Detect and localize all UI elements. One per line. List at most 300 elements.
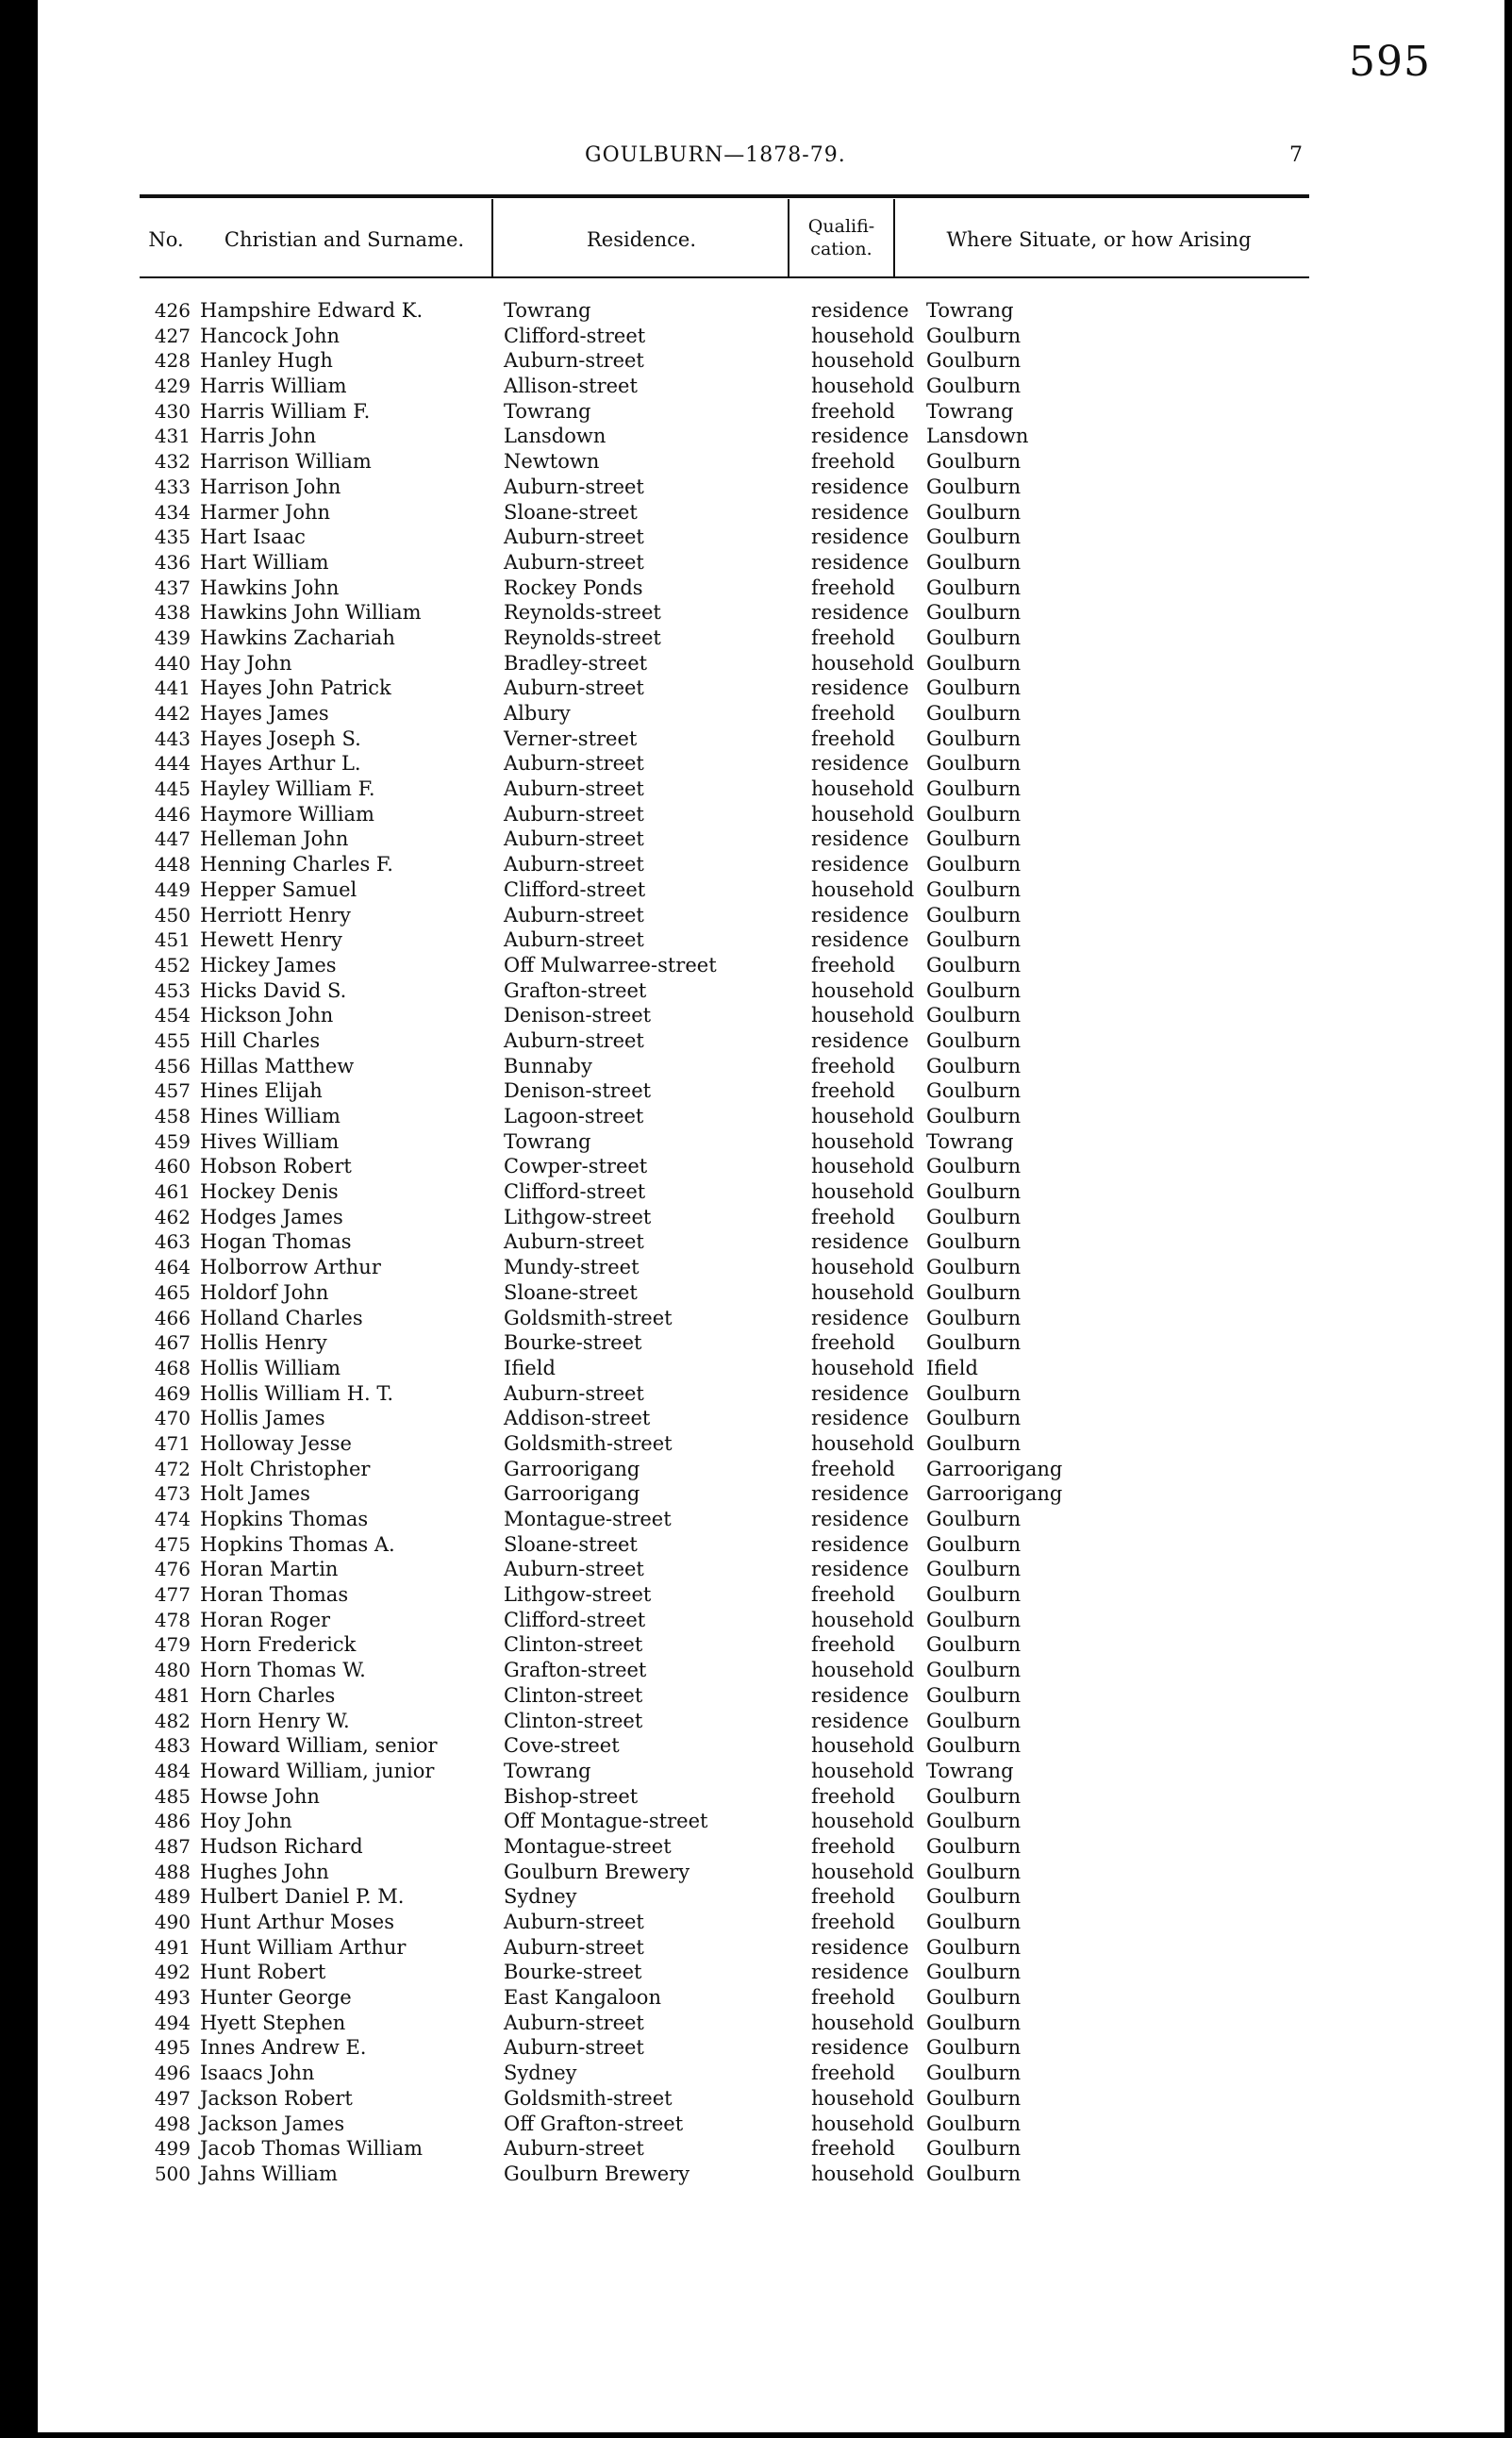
- entry-qualification: residence: [811, 1508, 909, 1530]
- scan-bottom-edge: [0, 2432, 1512, 2438]
- entry-number: 457: [154, 1079, 191, 1103]
- entry-where-situate: Goulburn: [926, 2011, 1022, 2034]
- entry-name: Hawkins Zachariah: [200, 626, 395, 649]
- table-row: [0, 2011, 1512, 2036]
- entry-where-situate: Goulburn: [926, 1784, 1022, 1808]
- entry-residence: Sloane-street: [504, 500, 638, 524]
- entry-number: 448: [154, 853, 191, 877]
- entry-where-situate: Goulburn: [926, 1532, 1022, 1556]
- entry-number: 484: [154, 1759, 191, 1782]
- entry-number: 472: [154, 1457, 191, 1480]
- entry-name: Howard William, senior: [200, 1734, 438, 1758]
- table-row: [0, 1709, 1512, 1734]
- entry-name: Hulbert Daniel P. M.: [200, 1885, 405, 1909]
- entry-where-situate: Goulburn: [926, 526, 1022, 549]
- entry-name: Hart Isaac: [200, 526, 306, 549]
- table-row: [0, 1280, 1512, 1306]
- entry-name: Harris William: [200, 375, 347, 398]
- entry-number: 447: [154, 827, 191, 851]
- entry-number: 435: [154, 526, 191, 549]
- entry-where-situate: Goulburn: [926, 953, 1022, 977]
- entry-number: 439: [154, 626, 191, 649]
- entry-name: Horn Henry W.: [200, 1709, 350, 1732]
- entry-name: Horn Frederick: [200, 1633, 357, 1657]
- entry-where-situate: Goulburn: [926, 928, 1022, 952]
- entry-number: 433: [154, 475, 191, 498]
- entry-name: Hawkins John William: [200, 601, 422, 625]
- entry-name: Holt Christopher: [200, 1457, 371, 1480]
- entry-residence: Auburn-street: [504, 752, 644, 776]
- entry-where-situate: Goulburn: [926, 349, 1022, 373]
- entry-where-situate: Goulburn: [926, 2062, 1022, 2085]
- entry-where-situate: Goulburn: [926, 1407, 1022, 1430]
- entry-qualification: residence: [811, 752, 909, 776]
- entry-name: Hill Charles: [200, 1028, 321, 1052]
- entry-where-situate: Goulburn: [926, 500, 1022, 524]
- entry-qualification: household: [811, 1759, 915, 1782]
- entry-number: 455: [154, 1028, 191, 1052]
- entry-residence: Auburn-street: [504, 853, 644, 877]
- entry-qualification: freehold: [811, 2062, 895, 2085]
- entry-number: 493: [154, 1986, 191, 2010]
- entry-qualification: residence: [811, 1935, 909, 1959]
- entry-name: Jackson Robert: [200, 2086, 353, 2110]
- entry-qualification: freehold: [811, 1986, 895, 2010]
- entry-residence: Auburn-street: [504, 827, 644, 851]
- entry-number: 444: [154, 752, 191, 776]
- entry-number: 466: [154, 1306, 191, 1329]
- entry-where-situate: Goulburn: [926, 877, 1022, 901]
- entry-number: 441: [154, 676, 191, 700]
- entry-residence: Auburn-street: [504, 526, 644, 549]
- table-row: [0, 626, 1512, 651]
- entry-qualification: household: [811, 1105, 915, 1127]
- entry-number: 489: [154, 1885, 191, 1909]
- table-row: [0, 877, 1512, 903]
- entry-number: 463: [154, 1230, 191, 1254]
- entry-name: Hines Elijah: [200, 1079, 323, 1103]
- entry-name: Henning Charles F.: [200, 853, 393, 877]
- entry-name: Hollis William H. T.: [200, 1381, 394, 1405]
- entry-number: 485: [154, 1784, 191, 1808]
- entry-where-situate: Goulburn: [926, 2137, 1022, 2161]
- entry-number: 474: [154, 1508, 191, 1530]
- entry-name: Hogan Thomas: [200, 1230, 352, 1254]
- entry-number: 496: [154, 2062, 191, 2085]
- table-row: [0, 1860, 1512, 1885]
- entry-number: 465: [154, 1280, 191, 1304]
- entry-number: 432: [154, 450, 191, 474]
- entry-name: Hayes John Patrick: [200, 676, 391, 700]
- entry-qualification: household: [811, 324, 915, 347]
- entry-where-situate: Goulburn: [926, 903, 1022, 927]
- entry-where-situate: Goulburn: [926, 1659, 1022, 1682]
- entry-where-situate: Lansdown: [926, 425, 1029, 448]
- entry-where-situate: Goulburn: [926, 1885, 1022, 1909]
- table-row: [0, 2035, 1512, 2061]
- entry-name: Hoy John: [200, 1810, 292, 1833]
- entry-number: 438: [154, 601, 191, 625]
- entry-residence: Bishop-street: [504, 1784, 639, 1808]
- entry-number: 458: [154, 1105, 191, 1127]
- entry-residence: Clinton-street: [504, 1683, 643, 1707]
- entry-residence: Mundy-street: [504, 1256, 640, 1279]
- table-row: [0, 324, 1512, 349]
- entry-qualification: freehold: [811, 1054, 895, 1077]
- entry-name: Hillas Matthew: [200, 1054, 355, 1077]
- table-row: [0, 1229, 1512, 1255]
- entry-residence: Verner-street: [504, 726, 638, 750]
- entry-where-situate: Goulburn: [926, 853, 1022, 877]
- entry-qualification: household: [811, 651, 915, 675]
- entry-where-situate: Goulburn: [926, 978, 1022, 1002]
- entry-qualification: household: [811, 1608, 915, 1631]
- entry-where-situate: Goulburn: [926, 777, 1022, 801]
- entry-name: Horan Martin: [200, 1558, 339, 1581]
- entry-where-situate: Goulburn: [926, 2036, 1022, 2060]
- entry-name: Hudson Richard: [200, 1834, 363, 1858]
- entry-residence: Montague-street: [504, 1834, 672, 1858]
- table-row: [0, 1507, 1512, 1532]
- entry-name: Hayes James: [200, 702, 329, 725]
- entry-number: 459: [154, 1129, 191, 1153]
- table-row: [0, 2086, 1512, 2112]
- entry-residence: Clinton-street: [504, 1633, 643, 1657]
- entry-name: Holborrow Arthur: [200, 1256, 381, 1279]
- entry-where-situate: Goulburn: [926, 601, 1022, 625]
- entry-number: 497: [154, 2086, 191, 2110]
- entry-where-situate: Goulburn: [926, 1508, 1022, 1530]
- entry-where-situate: Goulburn: [926, 1608, 1022, 1631]
- table-row: [0, 374, 1512, 399]
- entry-where-situate: Goulburn: [926, 1331, 1022, 1355]
- entry-qualification: residence: [811, 853, 909, 877]
- entry-number: 434: [154, 500, 191, 524]
- table-row: [0, 651, 1512, 676]
- entry-number: 482: [154, 1709, 191, 1732]
- entry-name: Hampshire Edward K.: [200, 299, 424, 322]
- entry-where-situate: Goulburn: [926, 324, 1022, 347]
- table-row: [0, 852, 1512, 877]
- entry-residence: Lansdown: [504, 425, 606, 448]
- entry-residence: Auburn-street: [504, 475, 644, 498]
- entry-qualification: household: [811, 1180, 915, 1204]
- entry-residence: Auburn-street: [504, 777, 644, 801]
- entry-qualification: residence: [811, 827, 909, 851]
- entry-qualification: household: [811, 1659, 915, 1682]
- entry-name: Innes Andrew E.: [200, 2036, 367, 2060]
- entry-where-situate: Goulburn: [926, 651, 1022, 675]
- table-row: [0, 1683, 1512, 1709]
- entry-number: 453: [154, 978, 191, 1002]
- table-top-rule: [140, 194, 1309, 198]
- entry-qualification: household: [811, 1155, 915, 1178]
- entry-residence: Auburn-street: [504, 928, 644, 952]
- entry-where-situate: Goulburn: [926, 1986, 1022, 2010]
- entry-qualification: residence: [811, 1028, 909, 1052]
- entry-where-situate: Ifield: [926, 1356, 978, 1379]
- entry-name: Hives William: [200, 1129, 340, 1153]
- entry-where-situate: Garroorigang: [926, 1482, 1063, 1506]
- entry-number: 495: [154, 2036, 191, 2060]
- table-row: [0, 2136, 1512, 2162]
- entry-name: Howard William, junior: [200, 1759, 435, 1782]
- entry-name: Hanley Hugh: [200, 349, 333, 373]
- entry-residence: Reynolds-street: [504, 601, 661, 625]
- entry-where-situate: Towrang: [926, 1129, 1014, 1153]
- entry-where-situate: Goulburn: [926, 450, 1022, 474]
- entry-number: 450: [154, 903, 191, 927]
- entry-number: 499: [154, 2137, 191, 2161]
- entry-where-situate: Goulburn: [926, 702, 1022, 725]
- entry-residence: Auburn-street: [504, 903, 644, 927]
- entry-residence: Towrang: [504, 1129, 591, 1153]
- entry-where-situate: Goulburn: [926, 676, 1022, 700]
- entry-residence: Off Grafton-street: [504, 2112, 684, 2135]
- entry-qualification: household: [811, 1280, 915, 1304]
- entry-number: 464: [154, 1256, 191, 1279]
- entry-name: Hepper Samuel: [200, 877, 357, 901]
- entry-residence: Newtown: [504, 450, 600, 474]
- table-row: [0, 1733, 1512, 1759]
- entry-residence: Sloane-street: [504, 1280, 638, 1304]
- table-row: [0, 1632, 1512, 1658]
- table-row: [0, 2162, 1512, 2187]
- entry-name: Harris John: [200, 425, 317, 448]
- entry-qualification: residence: [811, 526, 909, 549]
- entry-qualification: freehold: [811, 2137, 895, 2161]
- entry-residence: Goulburn Brewery: [504, 2162, 690, 2185]
- entry-number: 430: [154, 399, 191, 423]
- entry-name: Herriott Henry: [200, 903, 351, 927]
- entry-residence: Reynolds-street: [504, 626, 661, 649]
- entry-residence: Clinton-street: [504, 1709, 643, 1732]
- entry-qualification: residence: [811, 1407, 909, 1430]
- table-row: [0, 1431, 1512, 1457]
- entry-qualification: household: [811, 2011, 915, 2034]
- entry-where-situate: Goulburn: [926, 1280, 1022, 1304]
- entry-where-situate: Goulburn: [926, 1180, 1022, 1204]
- entry-name: Harrison John: [200, 475, 341, 498]
- entry-number: 477: [154, 1583, 191, 1607]
- entry-qualification: household: [811, 1356, 915, 1379]
- entry-qualification: residence: [811, 1482, 909, 1506]
- entry-where-situate: Goulburn: [926, 1834, 1022, 1858]
- entry-qualification: residence: [811, 475, 909, 498]
- entry-residence: Sloane-street: [504, 1532, 638, 1556]
- table-row: [0, 1582, 1512, 1608]
- entry-name: Isaacs John: [200, 2062, 315, 2085]
- table-row: [0, 953, 1512, 978]
- entry-qualification: freehold: [811, 1911, 895, 1933]
- entry-where-situate: Goulburn: [926, 802, 1022, 826]
- entry-qualification: household: [811, 777, 915, 801]
- entry-residence: Sydney: [504, 2062, 577, 2085]
- header-name: Christian and Surname.: [224, 228, 465, 251]
- entry-where-situate: Goulburn: [926, 1633, 1022, 1657]
- entry-where-situate: Goulburn: [926, 1028, 1022, 1052]
- entry-qualification: freehold: [811, 1457, 895, 1480]
- entry-residence: Garroorigang: [504, 1482, 640, 1506]
- table-row: [0, 1054, 1512, 1079]
- entry-qualification: freehold: [811, 450, 895, 474]
- entry-qualification: residence: [811, 601, 909, 625]
- entry-residence: Rockey Ponds: [504, 576, 643, 599]
- table-row: [0, 550, 1512, 576]
- entry-residence: Cowper-street: [504, 1155, 648, 1178]
- entry-number: 446: [154, 802, 191, 826]
- entry-number: 500: [154, 2162, 191, 2185]
- entry-name: Hancock John: [200, 324, 341, 347]
- entry-number: 454: [154, 1004, 191, 1027]
- entry-name: Holland Charles: [200, 1306, 363, 1329]
- entry-where-situate: Goulburn: [926, 1810, 1022, 1833]
- entry-number: 487: [154, 1834, 191, 1858]
- entry-qualification: household: [811, 349, 915, 373]
- column-divider: [491, 199, 493, 276]
- entry-residence: Clifford-street: [504, 1180, 646, 1204]
- entry-qualification: household: [811, 1734, 915, 1758]
- entry-qualification: household: [811, 877, 915, 901]
- entry-where-situate: Goulburn: [926, 1381, 1022, 1405]
- entry-qualification: residence: [811, 1230, 909, 1254]
- entry-number: 443: [154, 726, 191, 750]
- entry-qualification: residence: [811, 676, 909, 700]
- entry-name: Hobson Robert: [200, 1155, 352, 1178]
- entry-number: 470: [154, 1407, 191, 1430]
- entry-number: 428: [154, 349, 191, 373]
- entry-number: 460: [154, 1155, 191, 1178]
- table-row: [0, 449, 1512, 475]
- table-row: [0, 348, 1512, 374]
- entry-name: Hicks David S.: [200, 978, 347, 1002]
- entry-qualification: freehold: [811, 576, 895, 599]
- entry-number: 452: [154, 953, 191, 977]
- entry-where-situate: Goulburn: [926, 1205, 1022, 1228]
- entry-name: Holt James: [200, 1482, 310, 1506]
- entry-where-situate: Towrang: [926, 299, 1014, 322]
- entry-residence: Cove-street: [504, 1734, 620, 1758]
- entry-qualification: freehold: [811, 1633, 895, 1657]
- entry-qualification: residence: [811, 1961, 909, 1984]
- entry-number: 427: [154, 324, 191, 347]
- entry-number: 486: [154, 1810, 191, 1833]
- table-row: [0, 927, 1512, 953]
- entry-residence: Auburn-street: [504, 349, 644, 373]
- entry-where-situate: Goulburn: [926, 1004, 1022, 1027]
- entry-where-situate: Goulburn: [926, 1054, 1022, 1077]
- table-row: [0, 776, 1512, 802]
- table-row: [0, 1457, 1512, 1482]
- table-row: [0, 1406, 1512, 1431]
- entry-number: 426: [154, 299, 191, 322]
- entry-residence: Clifford-street: [504, 324, 646, 347]
- entry-name: Hayley William F.: [200, 777, 375, 801]
- entry-qualification: household: [811, 375, 915, 398]
- table-row: [0, 298, 1512, 324]
- entry-where-situate: Goulburn: [926, 1079, 1022, 1103]
- entry-residence: Towrang: [504, 1759, 591, 1782]
- table-row: [0, 475, 1512, 500]
- entry-where-situate: Goulburn: [926, 1583, 1022, 1607]
- entry-qualification: freehold: [811, 626, 895, 649]
- entry-number: 468: [154, 1356, 191, 1379]
- table-row: [0, 1784, 1512, 1810]
- entry-name: Hines William: [200, 1105, 341, 1127]
- entry-name: Howse John: [200, 1784, 320, 1808]
- entry-where-situate: Goulburn: [926, 1431, 1022, 1455]
- entry-qualification: residence: [811, 425, 909, 448]
- entry-where-situate: Goulburn: [926, 726, 1022, 750]
- entry-name: Hickey James: [200, 953, 337, 977]
- entry-where-situate: Goulburn: [926, 1155, 1022, 1178]
- table-row: [0, 1381, 1512, 1407]
- entry-residence: Goldsmith-street: [504, 1431, 673, 1455]
- entry-residence: Denison-street: [504, 1004, 652, 1027]
- entry-number: 429: [154, 375, 191, 398]
- entry-qualification: household: [811, 1810, 915, 1833]
- entry-number: 481: [154, 1683, 191, 1707]
- table-row: [0, 1985, 1512, 2011]
- entry-where-situate: Goulburn: [926, 1306, 1022, 1329]
- header-residence: Residence.: [587, 228, 696, 251]
- entry-number: 462: [154, 1205, 191, 1228]
- entry-qualification: freehold: [811, 1583, 895, 1607]
- entry-name: Harmer John: [200, 500, 331, 524]
- entry-name: Hunt Robert: [200, 1961, 326, 1984]
- entry-name: Hollis James: [200, 1407, 325, 1430]
- entry-residence: Ifield: [504, 1356, 556, 1379]
- header-no: No.: [148, 228, 184, 251]
- entry-residence: Sydney: [504, 1885, 577, 1909]
- entry-name: Hollis William: [200, 1356, 341, 1379]
- entry-name: Hart William: [200, 550, 329, 574]
- entry-number: 488: [154, 1860, 191, 1883]
- entry-where-situate: Goulburn: [926, 576, 1022, 599]
- entry-where-situate: Goulburn: [926, 1935, 1022, 1959]
- table-row: [0, 978, 1512, 1004]
- entry-where-situate: Goulburn: [926, 1734, 1022, 1758]
- entry-number: 480: [154, 1659, 191, 1682]
- entry-residence: Bourke-street: [504, 1961, 642, 1984]
- entry-qualification: residence: [811, 1532, 909, 1556]
- table-row: [0, 1960, 1512, 1985]
- table-row: [0, 1179, 1512, 1205]
- entry-qualification: residence: [811, 1381, 909, 1405]
- table-row: [0, 500, 1512, 526]
- entry-name: Horan Thomas: [200, 1583, 349, 1607]
- entry-where-situate: Goulburn: [926, 1558, 1022, 1581]
- entry-qualification: freehold: [811, 1331, 895, 1355]
- entry-name: Helleman John: [200, 827, 349, 851]
- table-row: [0, 424, 1512, 449]
- entry-name: Hay John: [200, 651, 292, 675]
- entry-name: Harris William F.: [200, 399, 371, 423]
- entry-qualification: freehold: [811, 953, 895, 977]
- entry-name: Hopkins Thomas: [200, 1508, 369, 1530]
- table-row: [0, 903, 1512, 928]
- entry-qualification: freehold: [811, 399, 895, 423]
- table-row: [0, 827, 1512, 852]
- entry-where-situate: Goulburn: [926, 827, 1022, 851]
- entry-name: Hunter George: [200, 1986, 352, 2010]
- entry-residence: Bradley-street: [504, 651, 648, 675]
- sheet-number: 7: [1289, 143, 1303, 167]
- table-row: [0, 1255, 1512, 1280]
- entry-residence: Lithgow-street: [504, 1583, 652, 1607]
- table-row: [0, 676, 1512, 701]
- entry-residence: Lithgow-street: [504, 1205, 652, 1228]
